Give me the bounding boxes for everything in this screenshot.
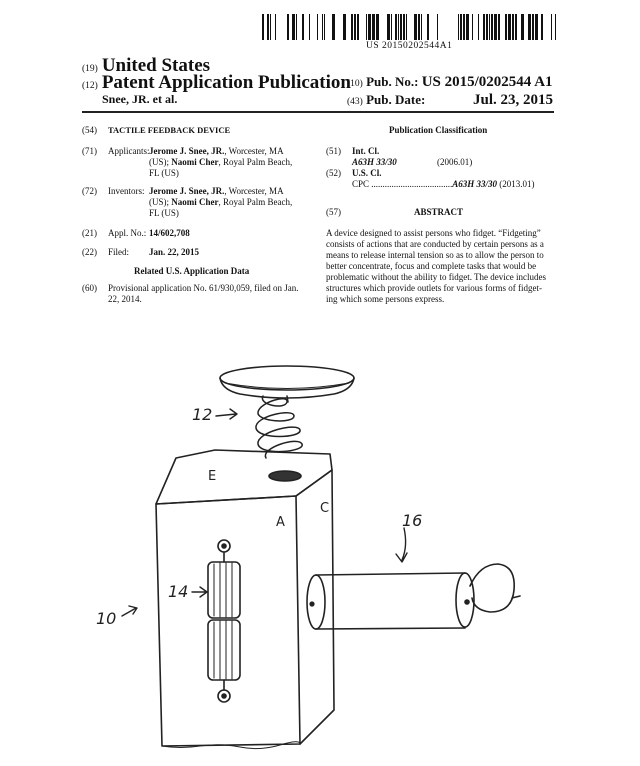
barcode-bar — [427, 14, 429, 40]
barcode-bar — [322, 14, 323, 40]
cpc-code: A63H 33/30 — [452, 179, 498, 189]
cpc-dots: .................................... — [371, 179, 453, 189]
pub-no: US 2015/0202544 A1 — [421, 74, 553, 90]
barcode-bar — [309, 14, 310, 40]
barcode-bar — [302, 14, 304, 40]
cylinder — [307, 564, 520, 629]
barcode-bar — [414, 14, 417, 40]
barcode-bar — [262, 14, 264, 40]
spring-hole — [269, 471, 301, 481]
abstract-text — [326, 228, 558, 305]
inventor-1-country: (US); — [149, 197, 172, 207]
barcode-bar — [270, 14, 271, 40]
code-10: (10) — [347, 79, 363, 89]
applicants-block — [149, 146, 309, 179]
filed-date: Jan. 22, 2015 — [149, 247, 200, 257]
code-22: (22) — [82, 247, 97, 257]
arrow-12 — [216, 409, 237, 419]
barcode-bar — [458, 14, 459, 40]
cpc-line — [352, 179, 557, 190]
inventors-block — [149, 186, 309, 219]
barcode-bar — [391, 14, 392, 40]
publication-classification-heading: Publication Classification — [389, 125, 488, 135]
barcode-bar — [343, 14, 346, 40]
barcode-bar — [366, 14, 367, 40]
us-cl-label: U.S. Cl. — [352, 168, 382, 178]
inventors-label: Inventors: — [108, 186, 145, 196]
pub-date-label: Pub. Date: — [366, 92, 426, 107]
barcode-bar — [491, 14, 493, 40]
barcode-bar — [466, 14, 469, 40]
upper-roller — [208, 562, 240, 618]
ref-14: 14 — [168, 582, 189, 601]
code-72: (72) — [82, 186, 97, 196]
barcode-bar — [372, 14, 375, 40]
code-54: (54) — [82, 125, 97, 135]
inventor-2-location: , Royal Palm Beach, — [218, 197, 293, 207]
ref-10: 10 — [96, 609, 117, 628]
barcode-bar — [292, 14, 295, 40]
barcode-bar — [508, 14, 511, 40]
applicant-1-location: , Worcester, MA — [224, 146, 284, 156]
barcode-bar — [406, 14, 407, 40]
ref-12: 12 — [192, 405, 213, 424]
barcode-bar — [267, 14, 269, 40]
provisional-line-2: 22, 2014. — [108, 294, 142, 304]
barcode-bar — [486, 14, 488, 40]
barcode-bar — [403, 14, 405, 40]
barcode-bar — [357, 14, 359, 40]
barcode-bar — [478, 14, 479, 40]
barcode-bar — [460, 14, 462, 40]
pub-date: Jul. 23, 2015 — [472, 92, 553, 108]
related-data-heading: Related U.S. Application Data — [134, 266, 250, 276]
barcode-bar — [351, 14, 353, 40]
code-51: (51) — [326, 146, 341, 156]
barcode-bar — [505, 14, 507, 40]
barcode-bar — [437, 14, 438, 40]
barcode-bar — [515, 14, 517, 40]
barcode-bar — [532, 14, 534, 40]
barcode-bar — [472, 14, 473, 40]
cpc-label: CPC — [352, 179, 370, 189]
face-label-c: C — [320, 501, 330, 516]
applicant-1-name: Jerome J. Snee, JR. — [149, 146, 225, 156]
code-21: (21) — [82, 228, 97, 238]
pub-no-line — [347, 74, 553, 91]
barcode-bar — [555, 14, 556, 40]
barcode-bar — [332, 14, 335, 40]
pub-no-label: Pub. No.: — [366, 74, 419, 89]
barcode-bar — [483, 14, 485, 40]
cpc-year: (2013.01) — [497, 179, 535, 189]
barcode — [262, 14, 556, 40]
rollers — [208, 540, 240, 702]
barcode-number: US 20150202544A1 — [366, 41, 453, 51]
barcode-bar — [387, 14, 390, 40]
barcode-bar — [421, 14, 422, 40]
barcode-bar — [324, 14, 325, 40]
provisional-line-1: Provisional application No. 61/930,059, filed on Jan. — [108, 283, 299, 293]
barcode-bar — [287, 14, 289, 40]
doc-type: Patent Application Publication — [101, 72, 351, 93]
top-disc — [220, 366, 354, 390]
barcode-bar — [395, 14, 397, 40]
country: United States — [101, 55, 211, 76]
int-cl-year: (2006.01) — [437, 157, 473, 167]
applicants-label: Applicants: — [108, 146, 150, 156]
int-cl-label: Int. Cl. — [352, 146, 380, 156]
barcode-bar — [521, 14, 524, 40]
inventor-1-location: , Worcester, MA — [224, 186, 284, 196]
barcode-bar — [551, 14, 552, 40]
arrow-10 — [122, 606, 137, 616]
code-19: (19) — [82, 64, 98, 74]
barcode-bar — [528, 14, 531, 40]
pub-date-line — [347, 92, 553, 108]
barcode-bar — [535, 14, 538, 40]
inventor-2-name: Naomi Cher — [171, 197, 219, 207]
applicant-2-location: , Royal Palm Beach, — [218, 157, 293, 167]
arrow-16 — [396, 528, 407, 562]
abstract-line: means to release internal tension so as to allow the person to — [326, 250, 544, 260]
abstract-line: consists of actions that are conducted by certain persons as a — [326, 239, 544, 249]
lower-roller — [208, 620, 240, 680]
applicant-2-country: FL (US) — [149, 168, 179, 178]
appl-no: 14/602,708 — [149, 228, 190, 238]
barcode-bar — [463, 14, 465, 40]
provisional-block — [108, 283, 313, 305]
abstract-heading: ABSTRACT — [414, 207, 464, 217]
barcode-bar — [541, 14, 543, 40]
abstract-line: problematic without the ability to fidget. The device includes — [326, 272, 547, 282]
arrow-14 — [192, 587, 207, 597]
abstract-line: A device designed to assist persons who fidget. “Fidgeting” — [326, 228, 541, 238]
abstract-line: ing which some persons express. — [326, 294, 445, 304]
face-label-a: A — [276, 515, 285, 530]
barcode-bar — [368, 14, 371, 40]
code-52: (52) — [326, 168, 341, 178]
header-rule — [82, 111, 554, 113]
inventor-2-country: FL (US) — [149, 208, 179, 218]
barcode-bar — [317, 14, 318, 40]
barcode-bar — [275, 14, 276, 40]
ref-16: 16 — [402, 511, 423, 530]
barcode-bar — [354, 14, 356, 40]
barcode-bar — [418, 14, 420, 40]
barcode-bar — [400, 14, 402, 40]
patent-drawing — [80, 350, 560, 750]
barcode-bar — [398, 14, 399, 40]
barcode-bar — [296, 14, 297, 40]
barcode-bar — [494, 14, 497, 40]
code-12: (12) — [82, 81, 98, 91]
invention-title: TACTILE FEEDBACK DEVICE — [108, 125, 231, 135]
code-71: (71) — [82, 146, 97, 156]
doc-type-line — [82, 72, 351, 94]
applicant-2-name: Naomi Cher — [171, 157, 219, 167]
code-43: (43) — [347, 97, 363, 107]
spring — [256, 396, 302, 458]
filed-label: Filed: — [108, 247, 130, 257]
abstract-line: structures which provide outlets for various forms of fidget- — [326, 283, 542, 293]
int-cl-code: A63H 33/30 — [352, 157, 397, 167]
appl-no-label: Appl. No.: — [108, 228, 147, 238]
barcode-bar — [498, 14, 500, 40]
barcode-bar — [489, 14, 490, 40]
code-60: (60) — [82, 283, 97, 293]
abstract-line: better concentrate, focus and complete tasks that would be — [326, 261, 537, 271]
applicant-1-country: (US); — [149, 157, 172, 167]
inventor-1-name: Jerome J. Snee, JR. — [149, 186, 225, 196]
inventor-line: Snee, JR. et al. — [102, 92, 178, 106]
face-label-e: E — [208, 469, 217, 484]
barcode-bar — [376, 14, 379, 40]
barcode-bar — [512, 14, 514, 40]
code-57: (57) — [326, 207, 341, 217]
